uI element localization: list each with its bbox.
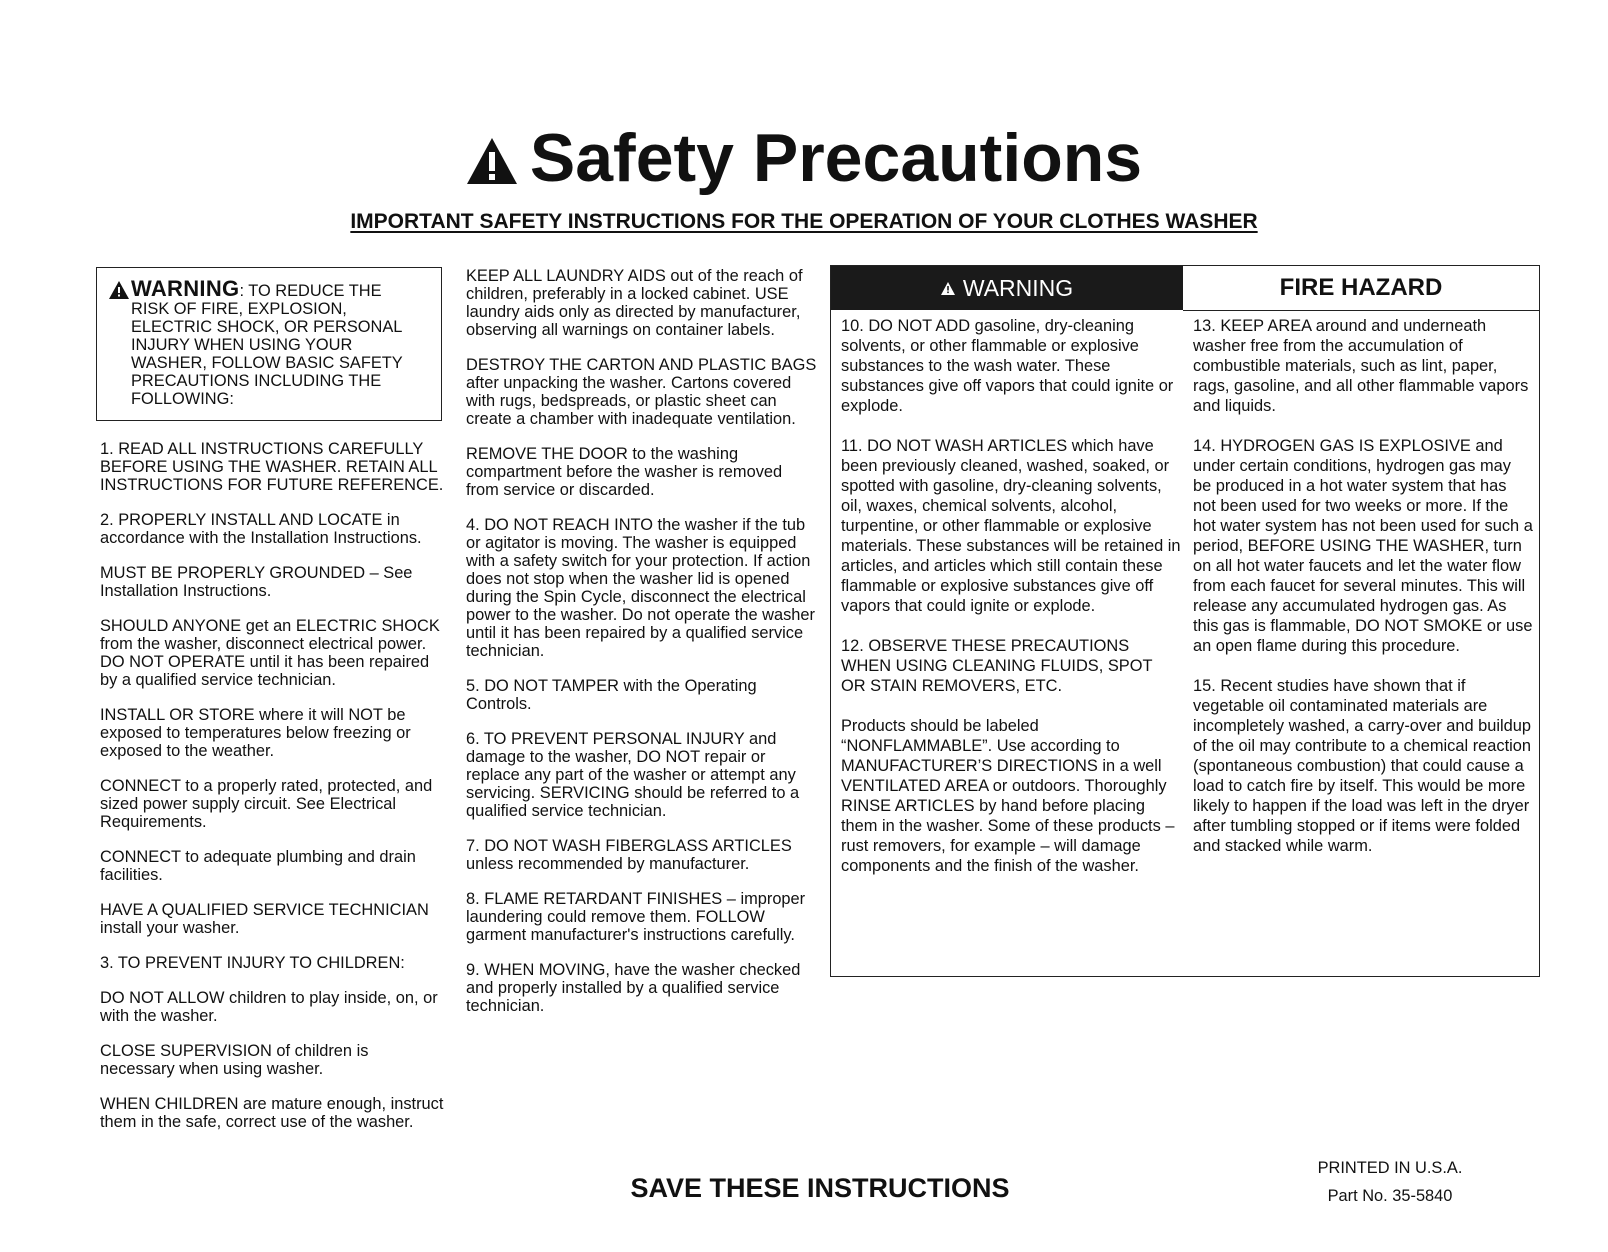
- hazard-item: 13. KEEP AREA around and underneath washer free from the accumulation of combustible materials, such as lint, paper, rags, gasoline, and all other flammable vapors and liquids.: [1193, 317, 1529, 415]
- instruction-item: 6. TO PREVENT PERSONAL INJURY and damage to the washer, DO NOT repair or replace any part of the washer or attempt any servicing. SERVICING should be referred to a qualified service technician.: [466, 730, 800, 820]
- instruction-item: CONNECT to adequate plumbing and drain facilities.: [100, 848, 416, 884]
- instruction-item: SHOULD ANYONE get an ELECTRIC SHOCK from the washer, disconnect electrical power. DO NOT OPERATE until it has been repaired by a qualified service technician.: [100, 617, 440, 689]
- hazard-warning-header: [831, 266, 1183, 310]
- instruction-item: 7. DO NOT WASH FIBERGLASS ARTICLES unless recommended by manufacturer.: [466, 837, 792, 873]
- warning-text-first: : TO REDUCE THE: [239, 282, 382, 300]
- instruction-item: CONNECT to a properly rated, protected, and sized power supply circuit. See Electrical Requirements.: [100, 777, 433, 831]
- instruction-item: DESTROY THE CARTON AND PLASTIC BAGS after unpacking the washer. Cartons covered with rugs, bedspreads, or plastic sheet can create a chamber with inadequate ventilation.: [466, 356, 817, 428]
- warning-triangle-icon: [466, 137, 518, 185]
- fire-hazard-header: [1183, 266, 1539, 311]
- instructions-column-2: [466, 267, 818, 1032]
- hazard-item: 12. OBSERVE THESE PRECAUTIONS WHEN USING CLEANING FLUIDS, SPOT OR STAIN REMOVERS, ETC.: [841, 637, 1153, 695]
- printed-in: PRINTED IN U.S.A.: [1317, 1159, 1463, 1177]
- warning-word: WARNING: [131, 276, 240, 301]
- fire-hazard-title: FIRE HAZARD: [1279, 274, 1443, 301]
- instruction-item: 5. DO NOT TAMPER with the Operating Controls.: [466, 677, 757, 713]
- warning-lead: [109, 276, 427, 301]
- warning-text-rest: RISK OF FIRE, EXPLOSION, ELECTRIC SHOCK, OR PERSONAL INJURY WHEN USING YOUR WASHER, FOLLOW BASIC SAFETY PRECAUTIONS INCLUDING THE FOLLOWING:: [131, 300, 403, 408]
- title-text: Safety Precautions: [529, 120, 1143, 196]
- instruction-item: WHEN CHILDREN are mature enough, instruct them in the safe, correct use of the washer.: [100, 1095, 444, 1131]
- instruction-item: 2. PROPERLY INSTALL AND LOCATE in accordance with the Installation Instructions.: [100, 511, 422, 547]
- instructions-column-1: [100, 440, 445, 1148]
- fire-hazard-box: [830, 265, 1540, 977]
- subtitle: [0, 208, 1608, 236]
- hazard-item: Products should be labeled “NONFLAMMABLE”. Use according to MANUFACTURER’S DIRECTIONS in a well VENTILATED AREA or outdoors. Thoroughly RINSE ARTICLES by hand before placing them in the washer. Some of these products – rust removers, for example – will damage components and the finish of the washer.: [841, 717, 1175, 875]
- hazard-item: 10. DO NOT ADD gasoline, dry-cleaning solvents, or other flammable or explosive substances to the wash water. These substances give off vapors that could ignite or explode.: [841, 317, 1174, 415]
- save-instructions: SAVE THESE INSTRUCTIONS: [630, 1173, 1010, 1203]
- subtitle-text: IMPORTANT SAFETY INSTRUCTIONS FOR THE OPERATION OF YOUR CLOTHES WASHER: [350, 210, 1258, 233]
- instruction-item: INSTALL OR STORE where it will NOT be exposed to temperatures below freezing or exposed to the weather.: [100, 706, 411, 760]
- instruction-item: 4. DO NOT REACH INTO the washer if the tub or agitator is moving. The washer is equipped with a safety switch for your protection. If action does not stop when the washer lid is opened during the Spin Cycle, disconnect the electrical power to the washer. Do not operate the washer until it has been repaired by a qualified service technician.: [466, 516, 815, 660]
- part-number: Part No. 35-5840: [1327, 1187, 1453, 1205]
- instruction-item: HAVE A QUALIFIED SERVICE TECHNICIAN install your washer.: [100, 901, 429, 937]
- instruction-item: CLOSE SUPERVISION of children is necessary when using washer.: [100, 1042, 369, 1078]
- hazard-left-column: [841, 316, 1181, 896]
- hazard-item: 15. Recent studies have shown that if vegetable oil contaminated materials are incompletely washed, a carry-over and buildup of the oil may contribute to a chemical reaction (spontaneous combustion) that could cause a load to catch fire by itself. This would be more likely to happen if the load was left in the dryer after tumbling stopped or if items were folded and stacked while warm.: [1193, 677, 1532, 855]
- instruction-item: REMOVE THE DOOR to the washing compartment before the washer is removed from service or discarded.: [466, 445, 783, 499]
- instruction-item: 3. TO PREVENT INJURY TO CHILDREN:: [100, 954, 405, 972]
- instruction-item: 8. FLAME RETARDANT FINISHES – improper laundering could remove them. FOLLOW garment manufacturer's instructions carefully.: [466, 890, 806, 944]
- warning-triangle-icon: [941, 282, 955, 295]
- hazard-warning-title: WARNING: [962, 274, 1074, 301]
- hazard-item: 11. DO NOT WASH ARTICLES which have been previously cleaned, washed, soaked, or spotted with gasoline, dry-cleaning solvents, oil, waxes, chemical solvents, alcohol, turpentine, or other flammable or explosive materials. These substances will be retained in articles, and articles which still contain these flammable or explosive substances give off vapors that could ignite or explode.: [841, 437, 1181, 615]
- instruction-item: DO NOT ALLOW children to play inside, on, or with the washer.: [100, 989, 438, 1025]
- warning-triangle-icon: [109, 281, 129, 299]
- hazard-right-column: [1193, 316, 1533, 876]
- warning-box: [96, 267, 442, 421]
- instruction-item: KEEP ALL LAUNDRY AIDS out of the reach of children, preferably in a locked cabinet. USE laundry aids only as directed by manufacturer, observing all warnings on container labels.: [466, 267, 803, 339]
- hazard-item: 14. HYDROGEN GAS IS EXPLOSIVE and under certain conditions, hydrogen gas may be produced in a hot water system that has not been used for two weeks or more. If the hot water system has not been used for such a period, BEFORE USING THE WASHER, turn on all hot water faucets and let the water flow from each faucet for several minutes. This will release any accumulated hydrogen gas. As this gas is flammable, DO NOT SMOKE or use an open flame during this procedure.: [1193, 437, 1533, 655]
- page-title: [0, 118, 1608, 198]
- instruction-item: MUST BE PROPERLY GROUNDED – See Installation Instructions.: [100, 564, 413, 600]
- instruction-item: 9. WHEN MOVING, have the washer checked and properly installed by a qualified service technician.: [466, 961, 801, 1015]
- instruction-item: 1. READ ALL INSTRUCTIONS CAREFULLY BEFORE USING THE WASHER. RETAIN ALL INSTRUCTIONS FOR FUTURE REFERENCE.: [100, 440, 444, 494]
- print-info: [1290, 1154, 1490, 1210]
